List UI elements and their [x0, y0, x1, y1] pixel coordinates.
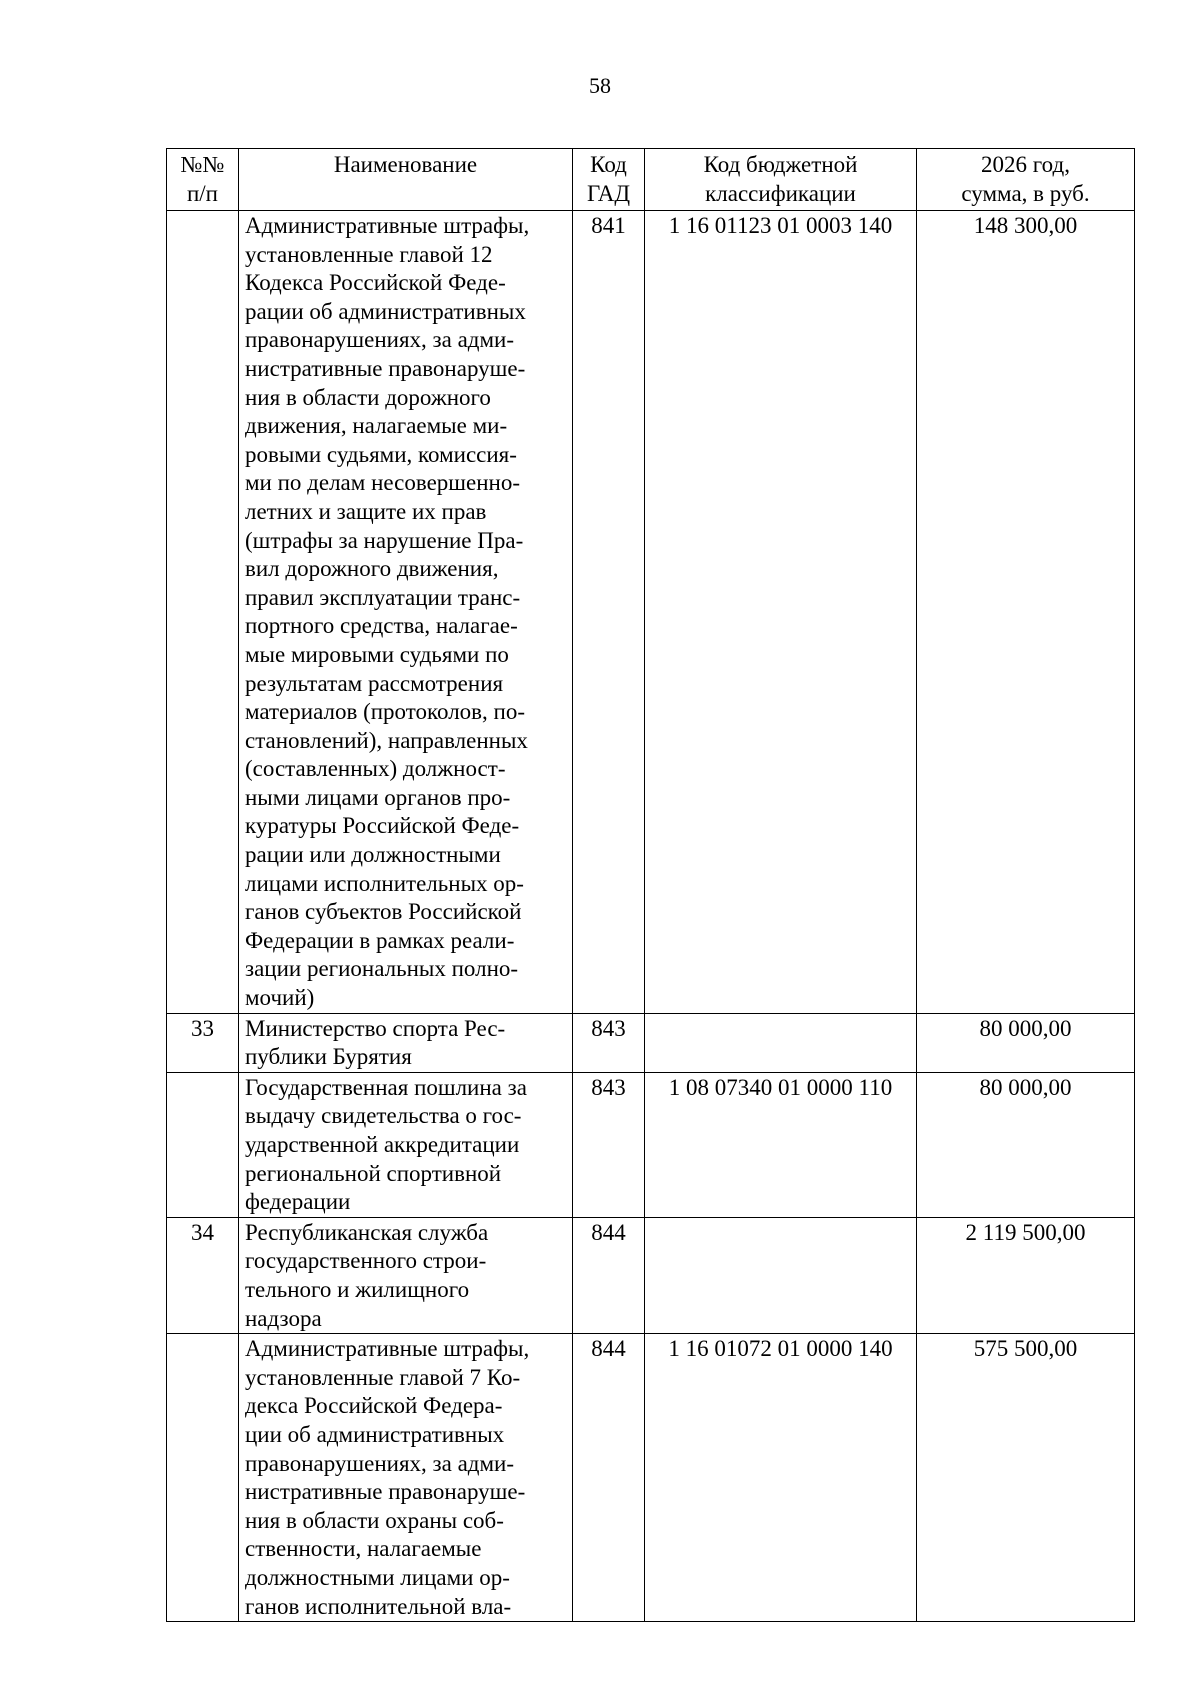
row-name-line: Министерство спорта Рес- — [245, 1015, 506, 1041]
row-name-line: ственности, налагаемые — [245, 1536, 482, 1562]
row-name-line: ударственной аккредитации — [245, 1132, 520, 1157]
row-name-line: (составленных) должност- — [245, 756, 506, 782]
row-amount: 575 500,00 — [917, 1334, 1135, 1622]
header-kbk: Код бюджетной классификации — [645, 149, 917, 211]
row-name-line: Административные штрафы, — [245, 1336, 530, 1362]
row-name-line: материалов (протоколов, по- — [245, 699, 525, 725]
row-name-line: нистративные правонаруше- — [245, 355, 526, 381]
row-name — [239, 1072, 573, 1217]
row-name-line: Административные штрафы, — [245, 213, 530, 238]
row-number — [167, 1334, 239, 1622]
row-name-line: движения, налагаемые ми- — [245, 413, 508, 439]
row-name — [239, 1334, 573, 1622]
row-name-line: ными лицами органов про- — [245, 784, 511, 810]
row-name-line: мочий) — [245, 985, 315, 1011]
row-name-line: государственного строи- — [245, 1248, 487, 1274]
table-row — [167, 1334, 1135, 1622]
row-name-line: ми по делам несовершенно- — [245, 470, 521, 496]
row-amount: 80 000,00 — [917, 1072, 1135, 1217]
row-name-line: лицами исполнительных ор- — [245, 870, 524, 896]
table-row — [167, 1072, 1135, 1217]
row-name-line: установленные главой 7 Ко- — [245, 1364, 521, 1390]
row-name-line: рации об административных — [245, 298, 526, 324]
row-number: 34 — [167, 1217, 239, 1333]
table-row — [167, 1217, 1135, 1333]
row-amount: 148 300,00 — [917, 211, 1135, 1014]
row-number — [167, 1072, 239, 1217]
row-name-line: декса Российской Федера- — [245, 1393, 503, 1419]
row-kbk-code — [645, 1013, 917, 1072]
table-row — [167, 211, 1135, 1014]
header-name: Наименование — [239, 149, 573, 211]
row-kbk-code: 1 08 07340 01 0000 110 — [645, 1072, 917, 1217]
row-name-line: публики Бурятия — [245, 1044, 412, 1070]
row-name-line: тельного и жилищного — [245, 1276, 470, 1302]
row-kbk-code: 1 16 01072 01 0000 140 — [645, 1334, 917, 1622]
row-gad-code: 843 — [573, 1072, 645, 1217]
row-kbk-code: 1 16 01123 01 0003 140 — [645, 211, 917, 1014]
row-gad-code: 844 — [573, 1334, 645, 1622]
row-name-line: правонарушениях, за адми- — [245, 1450, 515, 1476]
table-header-row — [167, 149, 1135, 211]
row-gad-code: 844 — [573, 1217, 645, 1333]
row-name-line: ции об административных — [245, 1421, 505, 1447]
row-name-line: летних и защите их прав — [245, 498, 487, 524]
header-sum: 2026 год, сумма, в руб. — [917, 149, 1135, 211]
row-name-line: федерации — [245, 1189, 351, 1215]
row-name-line: вил дорожного движения, — [245, 556, 499, 582]
row-name-line: (штрафы за нарушение Пра- — [245, 527, 524, 553]
row-name-line: ганов исполнительной вла- — [245, 1593, 512, 1619]
row-name — [239, 211, 573, 1014]
page-number: 58 — [589, 73, 611, 98]
row-name-line: мые мировыми судьями по — [245, 641, 509, 667]
row-name-line: рации или должностными — [245, 842, 501, 868]
row-name — [239, 1013, 573, 1072]
row-name-line: ровыми судьями, комиссия- — [245, 441, 517, 467]
revenue-table — [166, 148, 1135, 1622]
row-name-line: надзора — [245, 1305, 322, 1331]
row-name-line: портного средства, налагае- — [245, 613, 518, 639]
row-number: 33 — [167, 1013, 239, 1072]
row-name-line: нистративные правонаруше- — [245, 1479, 526, 1505]
row-name-line: региональной спортивной — [245, 1160, 502, 1186]
row-kbk-code — [645, 1217, 917, 1333]
row-name-line: Кодекса Российской Феде- — [245, 270, 506, 296]
row-name-line: зации региональных полно- — [245, 956, 519, 982]
row-gad-code: 843 — [573, 1013, 645, 1072]
row-name-line: должностными лицами ор- — [245, 1564, 510, 1590]
row-name-line: Республиканская служба — [245, 1219, 489, 1245]
header-gad: Код ГАД — [573, 149, 645, 211]
header-num: №№ п/п — [167, 149, 239, 211]
row-gad-code: 841 — [573, 211, 645, 1014]
row-name — [239, 1217, 573, 1333]
row-name-line: правонарушениях, за адми- — [245, 327, 515, 353]
row-name-line: ния в области охраны соб- — [245, 1507, 504, 1533]
row-name-line: становлений), направленных — [245, 727, 528, 753]
row-amount: 2 119 500,00 — [917, 1217, 1135, 1333]
row-name-line: правил эксплуатации транс- — [245, 584, 521, 610]
row-name-line: установленные главой 12 — [245, 241, 493, 267]
row-number — [167, 211, 239, 1014]
row-name-line: результатам рассмотрения — [245, 670, 504, 696]
row-name-line: ния в области дорожного — [245, 384, 491, 410]
row-name-line: ганов субъектов Российской — [245, 899, 522, 925]
row-name-line: Государственная пошлина за — [245, 1074, 527, 1100]
table-row — [167, 1013, 1135, 1072]
row-name-line: Федерации в рамках реали- — [245, 927, 515, 953]
row-name-line: выдачу свидетельства о гос- — [245, 1103, 522, 1129]
row-name-line: куратуры Российской Феде- — [245, 813, 520, 839]
row-amount: 80 000,00 — [917, 1013, 1135, 1072]
